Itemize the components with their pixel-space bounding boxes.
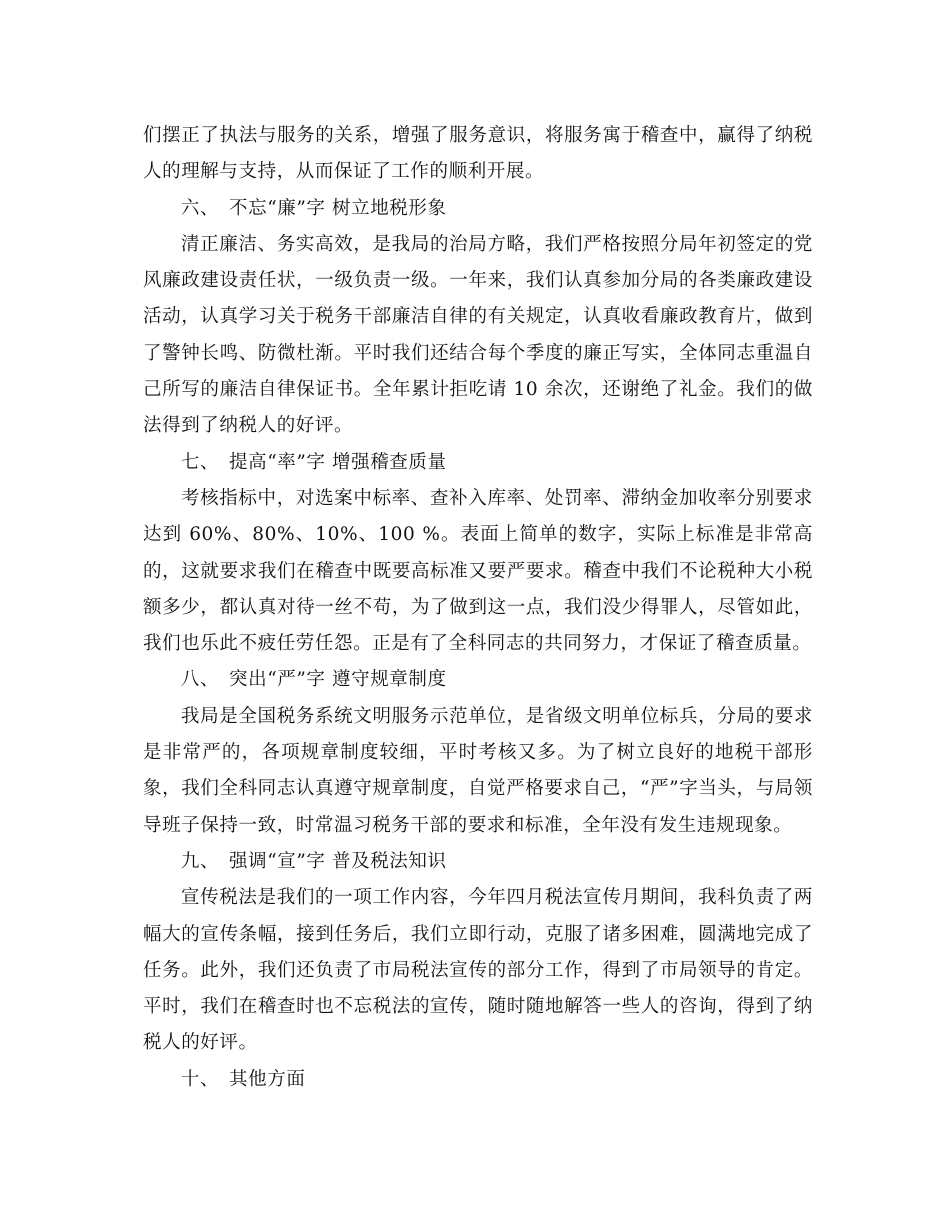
paragraph-integrity: 清正廉洁、务实高效，是我局的治局方略，我们严格按照分局年初签定的党风廉政建设责任状，一级负责一级。一年来，我们认真参加分局的各类廉政建设活动，认真学习关于税务干部廉洁自律的有关规定，认真收看廉政教育片，做到了警钟长鸣、防微杜渐。平时我们还结合每个季度的廉正写实，全体同志重温自己所写的廉洁自律保证书。全年累计拒吃请 10 余次，还谢绝了礼金。我们的做法得到了纳税人的好评。 <box>143 233 813 437</box>
section-heading-9 <box>143 844 813 880</box>
section-title: 突出“严”字 遵守规章制度 <box>229 669 447 691</box>
section-title: 强调“宣”字 普及税法知识 <box>229 850 447 872</box>
section-title: 不忘“廉”字 树立地税形象 <box>229 197 447 219</box>
section-title: 其他方面 <box>229 1068 306 1090</box>
section-heading-8 <box>143 662 813 698</box>
section-number: 九、 <box>180 850 220 872</box>
section-number: 八、 <box>180 669 220 691</box>
paragraph-publicity: 宣传税法是我们的一项工作内容，今年四月税法宣传月期间，我科负责了两幅大的宣传条幅，接到任务后，我们立即行动，克服了诸多困难，圆满地完成了任务。此外，我们还负责了市局税法宣传的部分工作，得到了市局领导的肯定。平时，我们在稽查时也不忘税法的宣传，随时随地解答一些人的咨询，得到了纳税人的好评。 <box>143 887 813 1054</box>
paragraph-rules: 我局是全国税务系统文明服务示范单位，是省级文明单位标兵，分局的要求是非常严的，各项规章制度较细，平时考核又多。为了树立良好的地税干部形象，我们全科同志认真遵守规章制度，自觉严格要求自己，“严”字当头，与局领导班子保持一致，时常温习税务干部的要求和标准，全年没有发生违规现象。 <box>143 705 813 836</box>
section-number: 十、 <box>180 1068 220 1090</box>
document-body <box>143 118 813 1098</box>
section-heading-10 <box>143 1062 813 1098</box>
section-heading-6 <box>143 191 813 227</box>
section-heading-7 <box>143 445 813 481</box>
section-number: 六、 <box>180 197 220 219</box>
section-title: 提高“率”字 增强稽查质量 <box>229 451 447 473</box>
section-number: 七、 <box>180 451 220 473</box>
paragraph-continued: 们摆正了执法与服务的关系，增强了服务意识，将服务寓于稽查中，赢得了纳税人的理解与支持，从而保证了工作的顺利开展。 <box>143 125 813 183</box>
paragraph-quality: 考核指标中，对选案中标率、查补入库率、处罚率、滞纳金加收率分别要求达到 60%、80%、10%、100 %。表面上简单的数字，实际上标准是非常高的，这就要求我们在稽查中既要高标准又要严要求。稽查中我们不论税种大小税额多少，都认真对待一丝不苟，为了做到这一点，我们没少得罪人，尽管如此，我们也乐此不疲任劳任怨。正是有了全科同志的共同努力，才保证了稽查质量。 <box>143 487 813 655</box>
